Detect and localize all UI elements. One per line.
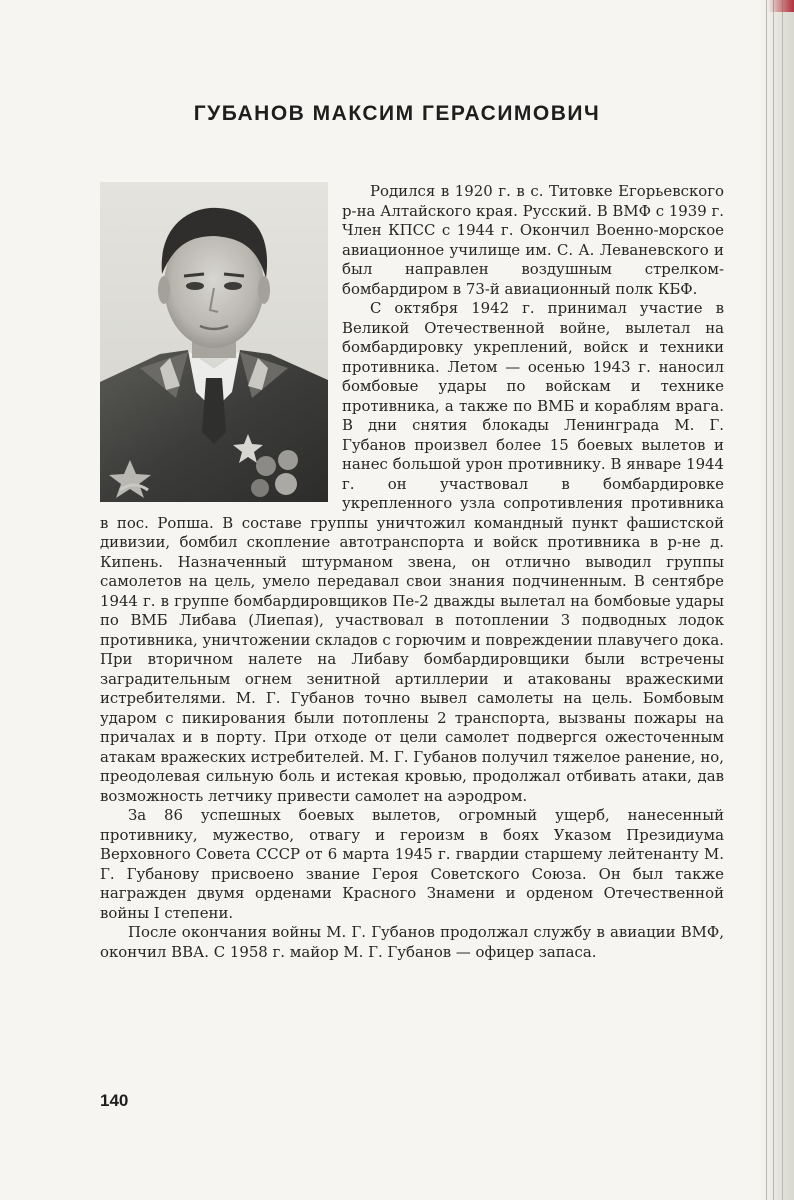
page-number: 140 xyxy=(100,1091,129,1110)
biography-title: ГУБАНОВ МАКСИМ ГЕРАСИМОВИЧ xyxy=(193,102,601,125)
binding-edge-line xyxy=(766,0,767,1200)
portrait-space xyxy=(100,182,342,502)
binding-edge-line xyxy=(782,0,783,1200)
biography-paragraph: Родился в 1920 г. в с. Титовке Егорьевского р-на Алтайского края. Русский. В ВМФ с 1939 г. Член КПСС с 1944 г. Окончил Военно-морское авиационное училище им. С. А. Леваневского и был направлен воздушным стрелком-бомбардиром в 73-й авиационный полк КБФ. xyxy=(342,182,724,298)
biography-text xyxy=(100,182,724,962)
biography-paragraph: После окончания войны М. Г. Губанов продолжал службу в авиации ВМФ, окончил ВВА. С 1958 г. майор М. Г. Губанов — офицер запаса. xyxy=(100,923,724,961)
biography-paragraph: С октября 1942 г. принимал участие в Великой Отечественной войне, вылетал на бомбардировку укреплений, войск и техники противника. Летом — осенью 1943 г. наносил бомбовые удары по войскам и технике противника, а также по ВМБ и кораблям врага. В дни снятия блокады Ленинграда М. Г. Губанов произвел более 15 боевых вылетов и нанес большой урон противнику. В январе 1944 г. он участвовал в бомбардировке укрепленного узла сопротивления противника в пос. Ропша. В составе группы уничтожил командный пункт фашистской дивизии, бомбил скопление автотранспорта и войск противника в р-не д. Кипень. Назначенный штурманом звена, он отлично выводил группы самолетов на цель, умело передавал свои знания подчиненным. В сентябре 1944 г. в группе бомбардировщиков Пе-2 дважды вылетал на бомбовые удары по ВМБ Либава (Лиепая), участвовал в потоплении 3 подводных лодок противника, уничтожении складов с горючим и повреждении плавучего дока. При вторичном налете на Либаву бомбардировщики были встречены заградительным огнем зенитной артиллерии и атакованы вражескими истребителями. М. Г. Губанов точно вывел самолеты на цель. Бомбовым ударом с пикирования были потоплены 2 транспорта, вызваны пожары на причалах и в порту. При отходе от цели самолет подвергся ожесточенным атакам вражеских истребителей. М. Г. Губанов получил тяжелое ранение, но, преодолевая сильную боль и истекая кровью, продолжал отбивать атаки, дав возможность летчику привести самолет на аэродром. xyxy=(100,299,724,805)
red-edge-mark xyxy=(768,0,794,12)
biography-paragraph: За 86 успешных боевых вылетов, огромный ущерб, нанесенный противнику, мужество, отвагу и героизм в боях Указом Президиума Верховного Совета СССР от 6 марта 1945 г. гвардии старшему лейтенанту М. Г. Губанову присвоено звание Героя Советского Союза. Он был также награжден двумя орденами Красного Знамени и орденом Отечественной войны I степени. xyxy=(100,806,724,922)
binding-edge-line xyxy=(773,0,774,1200)
page-binding-shadow xyxy=(760,0,794,1200)
